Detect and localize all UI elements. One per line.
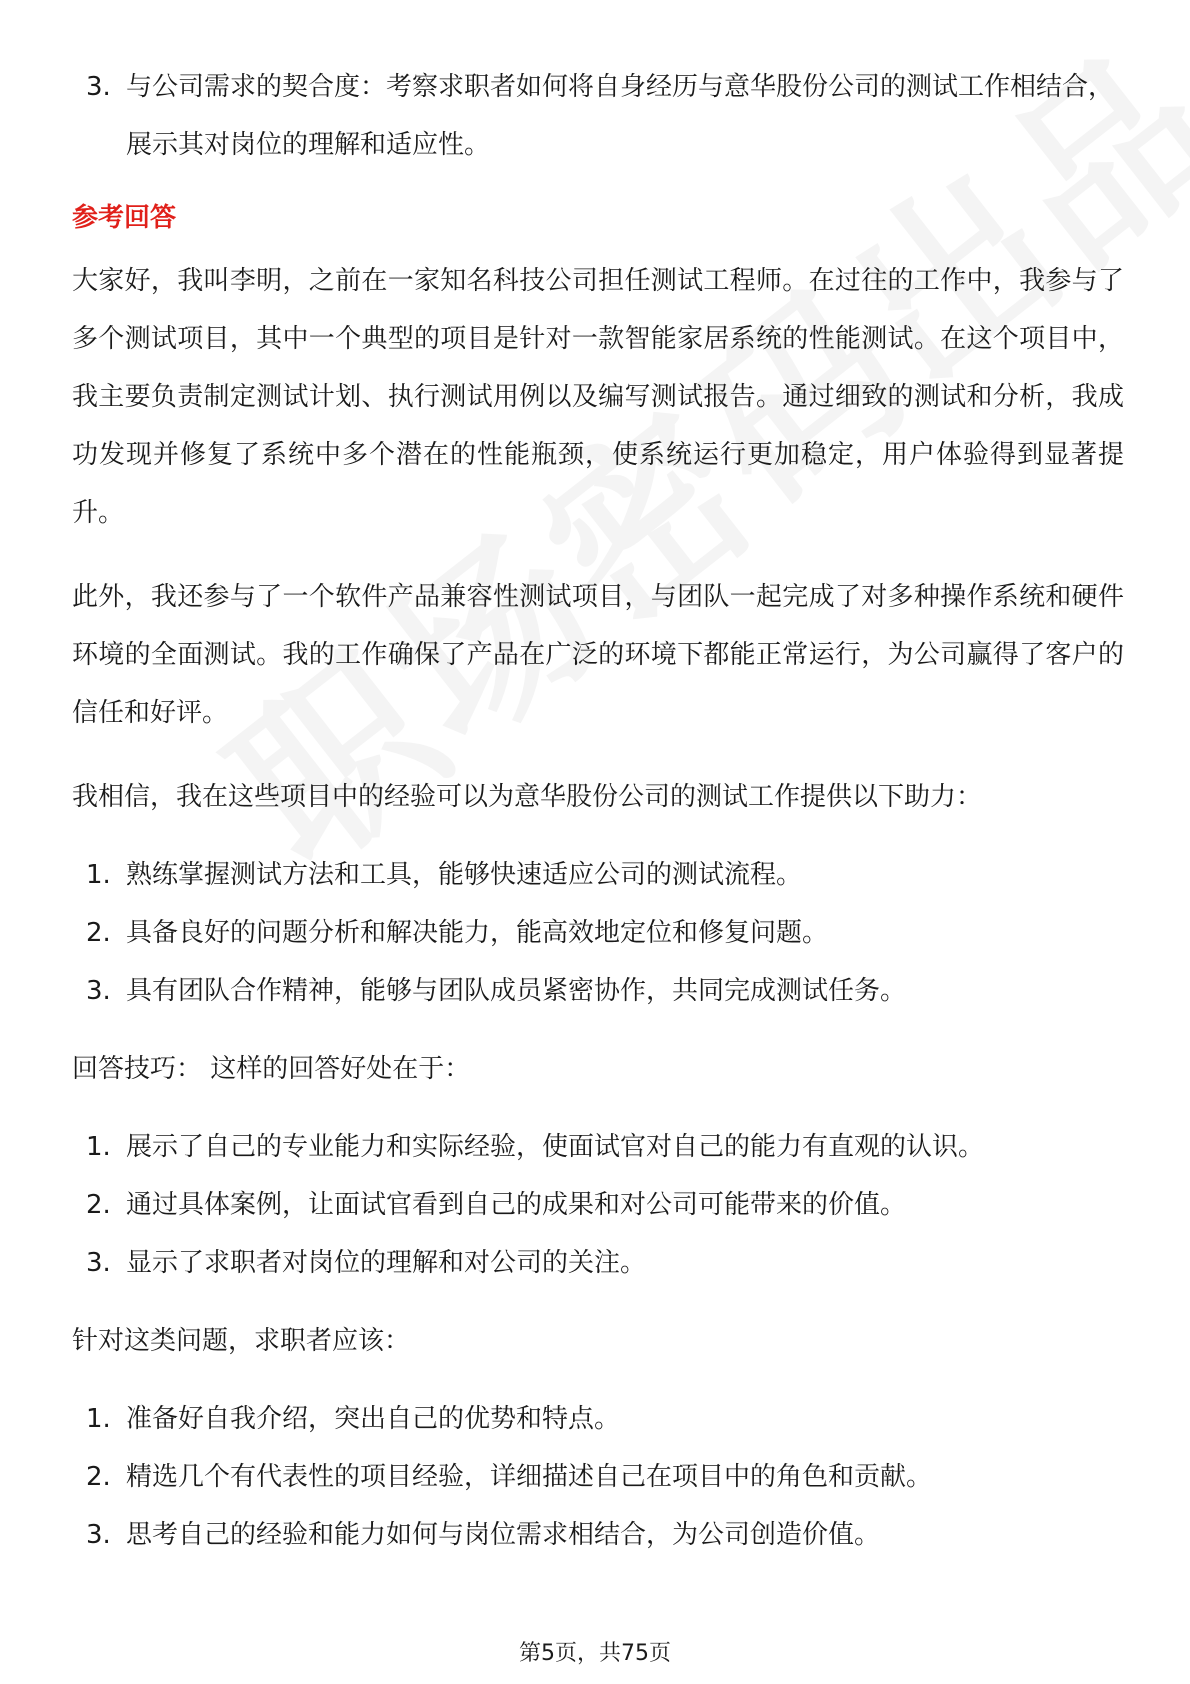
list-item xyxy=(72,1506,1124,1564)
document-page xyxy=(72,58,1124,1564)
list-item xyxy=(72,1118,1124,1176)
list-text: 准备好自我介绍，突出自己的优势和特点。 xyxy=(126,1404,621,1434)
paragraph-intro: 大家好，我叫李明，之前在一家知名科技公司担任测试工程师。在过往的工作中，我参与了多个测试项目，其中一个典型的项目是针对一款智能家居系统的性能测试。在这个项目中，我主要负责制定测试计划、执行测试用例以及编写测试报告。通过细致的测试和分析，我成功发现并修复了系统中多个潜在的性能瓶颈，使系统运行更加稳定，用户体验得到显著提升。 xyxy=(72,266,1124,528)
list-text: 熟练掌握测试方法和工具，能够快速适应公司的测试流程。 xyxy=(126,860,803,890)
list-text: 展示了自己的专业能力和实际经验，使面试官对自己的能力有直观的认识。 xyxy=(126,1132,985,1162)
list-item xyxy=(72,962,1124,1020)
advice-list xyxy=(72,1390,1124,1564)
section-heading: 参考回答 xyxy=(72,203,177,233)
list-item xyxy=(72,846,1124,904)
benefit-list xyxy=(72,1118,1124,1292)
list-number: 2. xyxy=(86,1462,111,1492)
list-text: 与公司需求的契合度：考察求职者如何将自身经历与意华股份公司的测试工作相结合，展示其对岗位的理解和适应性。 xyxy=(126,72,1115,160)
list-number: 1. xyxy=(86,1132,111,1162)
list-text: 具有团队合作精神，能够与团队成员紧密协作，共同完成测试任务。 xyxy=(126,976,907,1006)
paragraph-belief: 我相信，我在这些项目中的经验可以为意华股份公司的测试工作提供以下助力： xyxy=(72,782,983,812)
list-number: 2. xyxy=(86,1190,111,1220)
list-text: 通过具体案例，让面试官看到自己的成果和对公司可能带来的价值。 xyxy=(126,1190,907,1220)
list-item xyxy=(72,58,1124,174)
list-text: 精选几个有代表性的项目经验，详细描述自己在项目中的角色和贡献。 xyxy=(126,1462,933,1492)
list-item xyxy=(72,1176,1124,1234)
list-item xyxy=(72,1390,1124,1448)
list-number: 1. xyxy=(86,860,111,890)
list-item xyxy=(72,1234,1124,1292)
top-list xyxy=(72,58,1124,174)
paragraph-compat: 此外，我还参与了一个软件产品兼容性测试项目，与团队一起完成了对多种操作系统和硬件环境的全面测试。我的工作确保了产品在广泛的环境下都能正常运行，为公司赢得了客户的信任和好评。 xyxy=(72,582,1124,728)
paragraph-advice: 针对这类问题，求职者应该： xyxy=(72,1326,411,1356)
list-number: 2. xyxy=(86,918,111,948)
list-number: 3. xyxy=(86,1520,111,1550)
help-list xyxy=(72,846,1124,1020)
list-item xyxy=(72,1448,1124,1506)
list-number: 1. xyxy=(86,1404,111,1434)
list-number: 3. xyxy=(86,1248,111,1278)
page-footer: 第5页，共75页 xyxy=(519,1641,671,1666)
paragraph-tips: 回答技巧： 这样的回答好处在于： xyxy=(72,1054,471,1084)
list-text: 具备良好的问题分析和解决能力，能高效地定位和修复问题。 xyxy=(126,918,829,948)
list-item xyxy=(72,904,1124,962)
list-text: 显示了求职者对岗位的理解和对公司的关注。 xyxy=(126,1248,647,1278)
list-text: 思考自己的经验和能力如何与岗位需求相结合，为公司创造价值。 xyxy=(126,1520,881,1550)
list-number: 3. xyxy=(86,976,111,1006)
list-number: 3. xyxy=(86,72,111,102)
